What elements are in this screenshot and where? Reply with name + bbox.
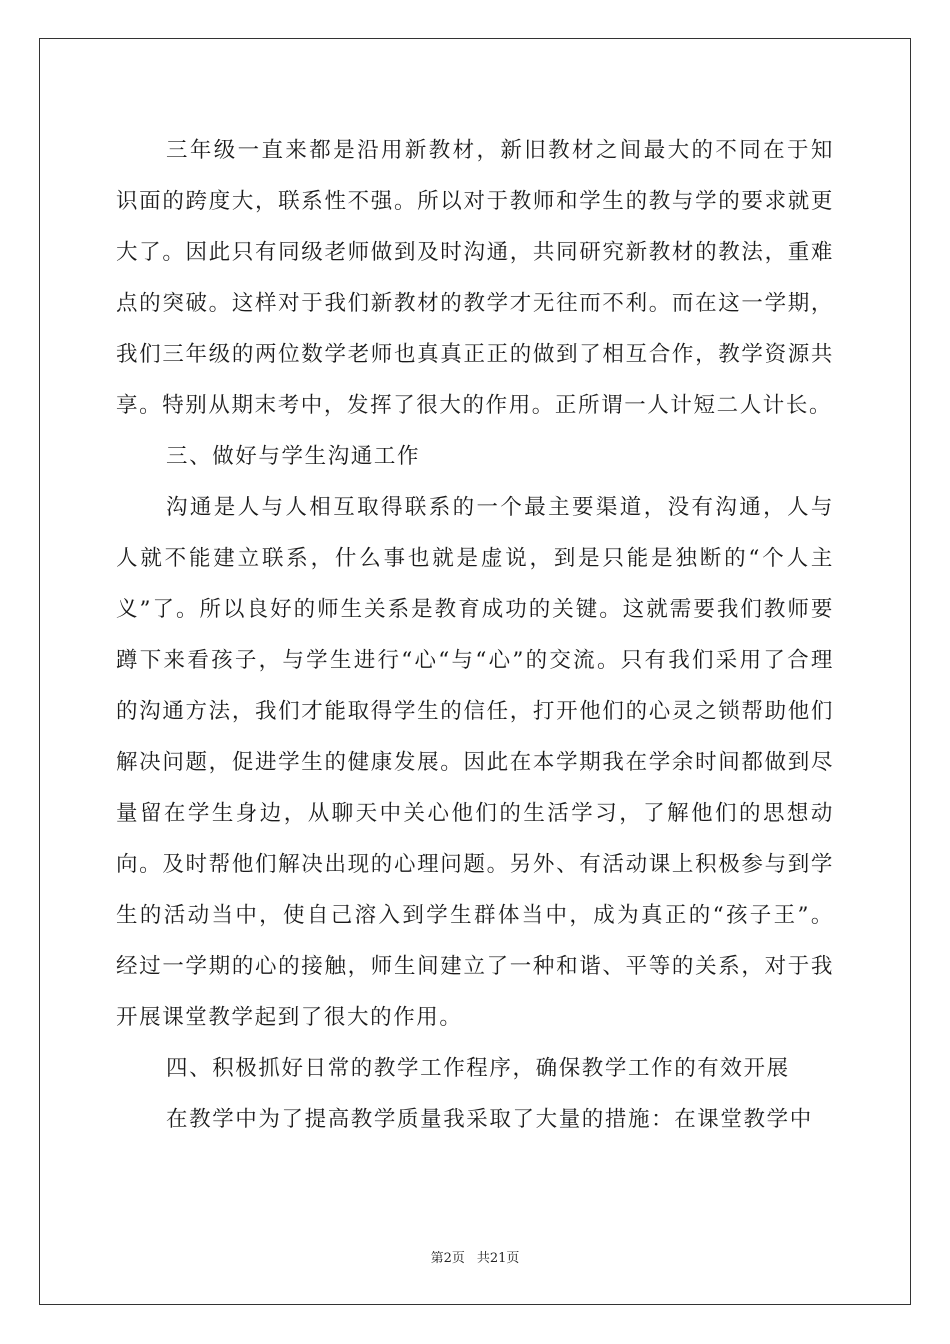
paragraph-teaching-measures: 在教学中为了提高教学质量我采取了大量的措施：在课堂教学中 xyxy=(166,1107,813,1132)
paragraph-communication: 沟通是人与人相互取得联系的一个最主要渠道，没有沟通，人与人就不能建立联系，什么事也就是虚说，到是只能是独断的“个人主义”了。所以良好的师生关系是教育成功的关键。这就需要我们教师要蹲下来看孩子，与学生进行“心“与“心”的交流。只有我们采用了合理的沟通方法，我们才能取得学生的信任，打开他们的心灵之锁帮助他们解决问题，促进学生的健康发展。因此在本学期我在学余时间都做到尽量留在学生身边，从聊天中关心他们的生活学习，了解他们的思想动向。及时帮他们解决出现的心理问题。另外、有活动课上积极参与到学生的活动当中，使自己溶入到学生群体当中，成为真正的“孩子王”。经过一学期的心的接触，师生间建立了一种和谐、平等的关系，对于我开展课堂教学起到了很大的作用。 xyxy=(116,495,834,1030)
paragraph-collaboration: 三年级一直来都是沿用新教材，新旧教材之间最大的不同在于知识面的跨度大，联系性不强。所以对于教师和学生的教与学的要求就更大了。因此只有同级老师做到及时沟通，共同研究新教材的教法，重难点的突破。这样对于我们新教材的教学才无往而不利。而在这一学期，我们三年级的两位数学老师也真真正正的做到了相互合作，教学资源共享。特别从期末考中，发挥了很大的作用。正所谓一人计短二人计长。 xyxy=(116,138,834,418)
document-body xyxy=(116,125,834,1145)
page-number: 第2页 xyxy=(430,1251,465,1266)
section-heading-teaching-procedure: 四、积极抓好日常的教学工作程序，确保教学工作的有效开展 xyxy=(166,1056,790,1081)
page-footer xyxy=(0,1247,950,1266)
page-total: 共21页 xyxy=(476,1251,520,1266)
section-heading-communication: 三、做好与学生沟通工作 xyxy=(166,444,421,469)
